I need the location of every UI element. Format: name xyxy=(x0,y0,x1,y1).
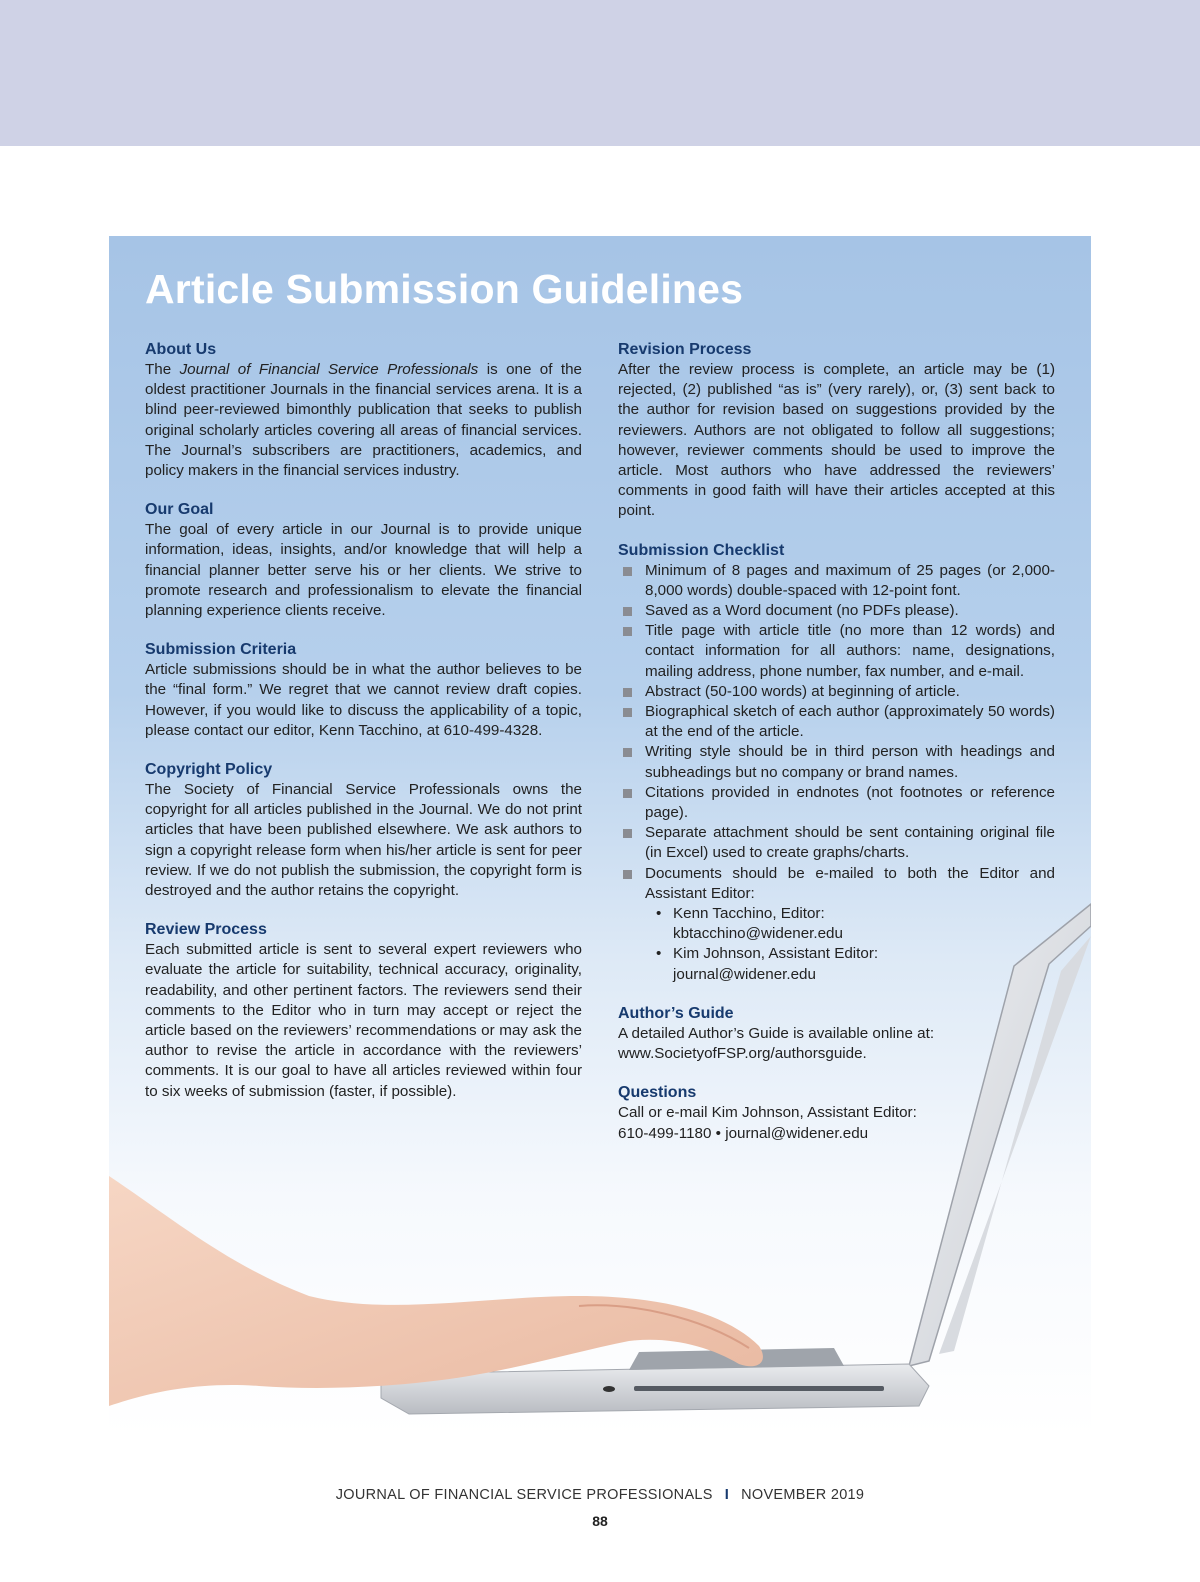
review-process-text: Each submitted article is sent to several expert reviewers who evaluate the article for suitability, technical accuracy, originality, readability, and other pertinent factors. The reviewers send their comments to the Editor who in turn may accept or reject the article based on the reviewers’ recommendations or may ask the author to revise the article in accordance with the reviewers’ comments. It is our goal to have all articles reviewed within four to six weeks of submission (faster, if possible). xyxy=(145,941,582,1100)
journal-title: JOURNAL OF FINANCIAL SERVICE PROFESSIONALS xyxy=(335,1487,713,1503)
copyright-policy-text: The Society of Financial Service Professionals owns the copyright for all articles published in the Journal. We do not print articles that have been published elsewhere. We ask authors to sign a copyright release form when his/her article is sent for peer review. If we do not publish the submission, the copyright form is destroyed and the author retains the copyright. xyxy=(145,781,582,900)
contact-role: Kenn Tacchino, Editor: xyxy=(673,905,825,923)
square-bullet-icon xyxy=(623,607,632,616)
square-bullet-icon xyxy=(623,829,632,838)
square-bullet-icon xyxy=(623,567,632,576)
page-footer xyxy=(0,1487,1200,1503)
checklist-item xyxy=(618,702,1055,742)
questions-line1: Call or e-mail Kim Johnson, Assistant Editor: xyxy=(618,1104,917,1122)
submission-criteria-text: Article submissions should be in what the author believes to be the “final form.” We regret that we cannot review draft copies. However, if you would like to discuss the applicability of a topic, please contact our editor, Kenn Tacchino, at 610-499-4328. xyxy=(145,661,582,739)
contact-email[interactable]: journal@widener.edu xyxy=(673,965,816,983)
copyright-policy-section xyxy=(145,760,582,901)
checklist-item-text: Saved as a Word document (no PDFs please). xyxy=(645,602,959,620)
contact-assistant-editor xyxy=(656,944,1055,984)
square-bullet-icon xyxy=(623,789,632,798)
checklist-item-text: Abstract (50-100 words) at beginning of article. xyxy=(645,682,960,700)
revision-process-section xyxy=(618,340,1055,522)
our-goal-heading: Our Goal xyxy=(145,501,214,519)
checklist-item-text: Biographical sketch of each author (approximately 50 words) at the end of the article. xyxy=(645,703,1055,741)
about-us-text xyxy=(145,360,582,481)
authors-guide-line1: A detailed Author’s Guide is available online at: xyxy=(618,1024,935,1042)
checklist-item xyxy=(618,561,1055,601)
revision-process-text: After the review process is complete, an article may be (1) rejected, (2) published “as is” (very rarely), or, (3) sent back to the author for revision based on suggestions provided by the reviewers. Authors are not obligated to follow all suggestions; however, reviewer comments should be used to improve the article. Most authors who have addressed the reviewers’ comments in good faith will have their articles accepted at this point. xyxy=(618,361,1055,520)
about-us-heading: About Us xyxy=(145,341,217,358)
submission-checklist-heading: Submission Checklist xyxy=(618,541,785,559)
questions-heading: Questions xyxy=(618,1084,697,1102)
issue-date: NOVEMBER 2019 xyxy=(741,1487,865,1503)
top-color-band xyxy=(0,0,1200,146)
checklist-item-text: Separate attachment should be sent containing original file (in Excel) used to create graphs/charts. xyxy=(645,824,1055,862)
submission-checklist xyxy=(618,561,1055,985)
square-bullet-icon xyxy=(623,870,632,879)
questions-contact[interactable]: 610-499-1180 • journal@widener.edu xyxy=(618,1124,869,1142)
contact-role: Kim Johnson, Assistant Editor: xyxy=(673,945,879,963)
checklist-item xyxy=(618,682,1055,702)
review-process-section xyxy=(145,920,582,1102)
checklist-item xyxy=(618,621,1055,682)
journal-name: Journal of Financial Service Professionals xyxy=(179,361,479,378)
checklist-item xyxy=(618,601,1055,621)
authors-guide-section xyxy=(618,1004,1055,1064)
contact-list xyxy=(645,904,1055,985)
checklist-item xyxy=(618,823,1055,863)
authors-guide-heading: Author’s Guide xyxy=(618,1004,734,1022)
authors-guide-link[interactable]: www.SocietyofFSP.org/authorsguide. xyxy=(618,1045,867,1063)
submission-criteria-section xyxy=(145,640,582,741)
questions-section xyxy=(618,1083,1055,1143)
checklist-item-text: Minimum of 8 pages and maximum of 25 pages (or 2,000-8,000 words) double-spaced with 12-point font. xyxy=(645,561,1055,599)
checklist-item xyxy=(618,783,1055,823)
round-bullet-icon: • xyxy=(656,905,662,923)
right-column xyxy=(618,340,1055,1163)
our-goal-section xyxy=(145,500,582,621)
square-bullet-icon xyxy=(623,627,632,636)
submission-checklist-section xyxy=(618,541,1055,985)
page-number: 88 xyxy=(592,1513,608,1529)
contact-email[interactable]: kbtacchino@widener.edu xyxy=(673,925,843,943)
our-goal-text: The goal of every article in our Journal is to provide unique information, ideas, insights, and/or knowledge that will help a financial planner better serve his or her clients. We strive to promote research and professionalism to elevate the financial planning experience clients receive. xyxy=(145,521,582,620)
guidelines-panel xyxy=(109,236,1091,1437)
submission-criteria-heading: Submission Criteria xyxy=(145,641,297,659)
left-column xyxy=(145,340,582,1121)
review-process-heading: Review Process xyxy=(145,921,267,939)
about-us-text-pre: The xyxy=(145,361,180,378)
checklist-item-text: Documents should be e-mailed to both the Editor and Assistant Editor: xyxy=(645,864,1055,902)
contact-editor xyxy=(656,904,1055,944)
revision-process-heading: Revision Process xyxy=(618,341,752,358)
square-bullet-icon xyxy=(623,688,632,697)
checklist-item-text: Title page with article title (no more than 12 words) and contact information for all authors: name, designations, mailing address, phone number, fax number, and e-mail. xyxy=(645,622,1055,680)
copyright-policy-heading: Copyright Policy xyxy=(145,761,273,779)
about-us-section xyxy=(145,340,582,481)
about-us-text-post: is one of the oldest practitioner Journals in the financial services arena. It is a blind peer-reviewed bimonthly publication that seeks to publish original scholarly articles covering all areas of financial services. The Journal’s subscribers are practitioners, academics, and policy makers in the financial services industry. xyxy=(145,361,582,480)
checklist-item-text: Writing style should be in third person with headings and subheadings but no company or brand names. xyxy=(645,743,1055,781)
footer-separator: I xyxy=(724,1487,730,1503)
round-bullet-icon: • xyxy=(656,945,662,963)
square-bullet-icon xyxy=(623,748,632,757)
square-bullet-icon xyxy=(623,708,632,717)
checklist-item-text: Citations provided in endnotes (not footnotes or reference page). xyxy=(645,783,1055,822)
checklist-item xyxy=(618,864,1055,985)
checklist-item xyxy=(618,742,1055,782)
page-title: Article Submission Guidelines xyxy=(145,266,744,312)
